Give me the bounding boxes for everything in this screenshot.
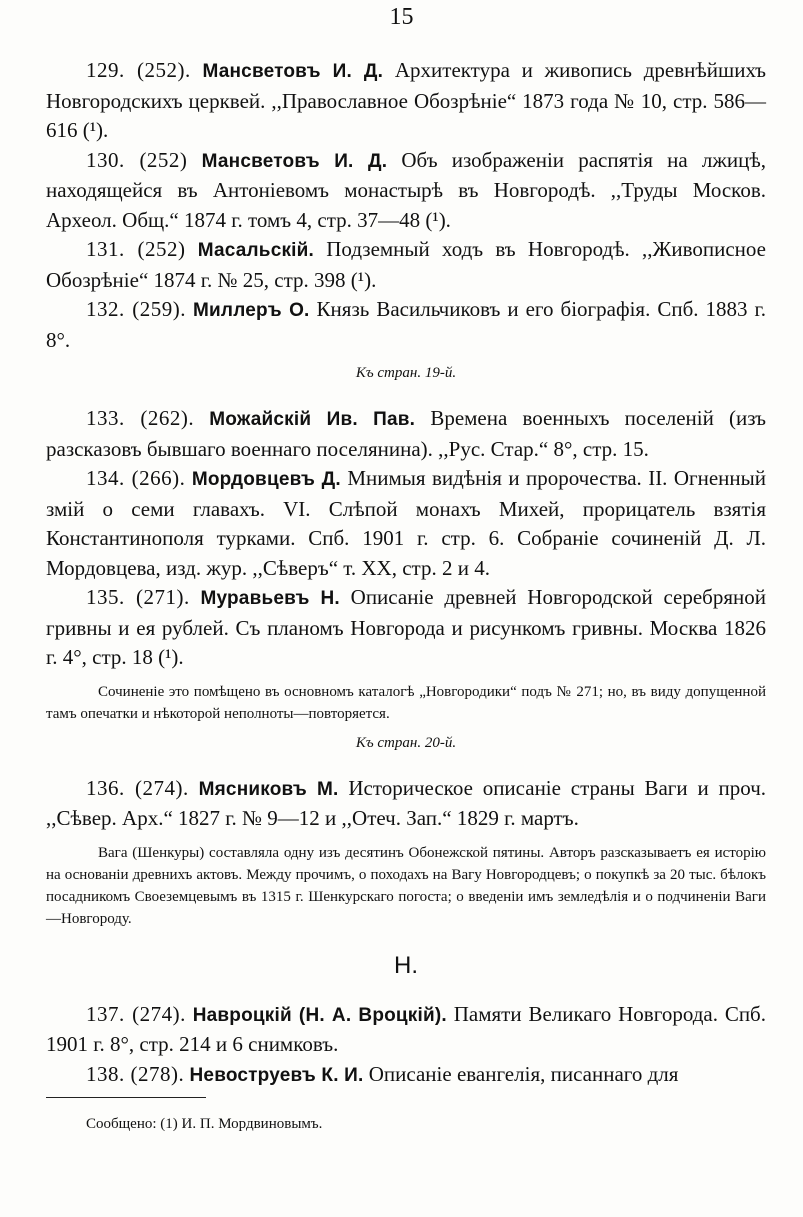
bibliography-entry: [46, 1000, 766, 1060]
entry-text: Подземный ходъ въ Новгородѣ. ,,Живописное Обозрѣніе“ 1874 г. № 25, стр. 398 (¹).: [46, 237, 766, 292]
entry-number: 132. (259).: [86, 297, 186, 321]
entry-author: Мансветовъ И. Д.: [202, 61, 384, 82]
entry-text: Мнимыя видѣнія и пророчества. II. Огненный змій о семи главахъ. VI. Слѣпой монахъ Михей, прорицатель взятія Константинополя турками. Спб. 1901 г. стр. 6. Собраніе сочиненій Д. Л. Мордовцева, изд. жур. ,,Сѣверъ“ т. XX, стр. 2 и 4.: [46, 466, 767, 580]
entry-number: 134. (266).: [86, 466, 186, 490]
page-body: [46, 56, 766, 1090]
entry-note: Сочиненіе это помѣщено въ основномъ каталогѣ „Новгородики“ подъ № 271; но, въ виду допущенной тамъ опечатки и нѣкоторой неполноты—повторяется.: [46, 683, 766, 722]
entry-number: 131. (252): [86, 237, 186, 261]
entry-author: Невоструевъ К. И.: [189, 1064, 364, 1086]
entry-number: 133. (262).: [86, 406, 195, 430]
bibliography-entry: [46, 464, 766, 583]
entries-group-3: [46, 774, 766, 834]
entry-author: Можайскій Ив. Пав.: [209, 409, 416, 430]
section-letter: Н.: [394, 951, 418, 979]
bibliography-entry: [46, 583, 766, 673]
entry-text: Памяти Великаго Новгорода. Спб. 1901 г. 8°, стр. 214 и 6 снимковъ.: [46, 1001, 766, 1056]
bibliography-entry: [46, 56, 766, 146]
entry-text: Описаніе евангелія, писаннаго для: [368, 1061, 679, 1086]
section-heading: Къ стран. 19-й.: [355, 365, 457, 381]
footnote: Сообщено: (1) И. П. Мордвиновымъ.: [86, 1116, 323, 1132]
entry-text: Архитектура и живопись древнѣйшихъ Новгородскихъ церквей. ,,Православное Обозрѣніе“ 1873 года № 10, стр. 586—616 (¹).: [46, 58, 767, 142]
footnote-rule: [46, 1097, 206, 1098]
entry-text: Описаніе древней Новгородской серебряной гривны и ея рублей. Съ планомъ Новгорода и рисункомъ гривны. Москва 1826 г. 4°, стр. 18 (¹).: [46, 585, 766, 669]
entry-number: 130. (252): [86, 147, 188, 172]
section-heading: Къ стран. 20-й.: [355, 734, 457, 751]
entry-author: Навроцкій (Н. А. Вроцкій).: [192, 1004, 447, 1026]
entry-author: Мясниковъ М.: [198, 778, 339, 800]
entry-author: Масальскій.: [197, 240, 315, 261]
bibliography-entry: [46, 404, 766, 464]
entry-number: 129. (252).: [86, 58, 191, 82]
entries-group-4: [46, 1000, 766, 1091]
entry-author: Муравьевъ Н.: [200, 588, 340, 609]
entry-text: Князь Васильчиковъ и его біографія. Спб. 1883 г. 8°.: [46, 297, 767, 352]
entry-text: Объ изображеніи распятія на лжицѣ, находящейся въ Антоніевомъ монастырѣ въ Новгородѣ. ,,Труды Москов. Археол. Общ.“ 1874 г. томъ 4, стр. 37—48 (¹).: [46, 147, 766, 232]
entry-number: 137. (274).: [86, 1001, 186, 1026]
bibliography-entry: [46, 774, 766, 834]
entry-number: 136. (274).: [86, 775, 189, 800]
entries-group-1: [46, 56, 766, 355]
bibliography-entry: [46, 146, 766, 236]
entry-number: 135. (271).: [86, 585, 190, 609]
bibliography-entry: [46, 1060, 766, 1091]
entry-author: Мансветовъ И. Д.: [201, 150, 388, 172]
bibliography-entry: [46, 235, 766, 295]
bibliography-entry: [46, 295, 766, 355]
page-number: 15: [389, 4, 414, 30]
entry-author: Мордовцевъ Д.: [191, 469, 341, 490]
entry-number: 138. (278).: [86, 1061, 185, 1086]
entry-author: Миллеръ О.: [193, 300, 310, 321]
entry-text: Времена военныхъ поселеній (изъ разсказовъ бывшаго военнаго поселянина). ,,Рус. Стар.“ 8°, стр. 15.: [46, 406, 767, 461]
entry-note: Вага (Шенкуры) составляла одну изъ десятинъ Обонежской пятины. Авторъ разсказываетъ ея исторію на основаніи древнихъ актовъ. Между прочимъ, о походахъ на Вагу Новгородцевъ; о покупкѣ за 20 тыс. бѣлокъ посадникомъ Своеземцевымъ въ 1315 г. Шенкурскаго погоста; о введеніи имъ земледѣлія и о подчиненіи Ваги—Новгороду.: [46, 844, 766, 927]
entry-text: Историческое описаніе страны Ваги и проч. ,,Сѣвер. Арх.“ 1827 г. № 9—12 и ,,Отеч. Зап.“ 1829 г. мартъ.: [46, 775, 767, 830]
entries-group-2: [46, 404, 766, 673]
